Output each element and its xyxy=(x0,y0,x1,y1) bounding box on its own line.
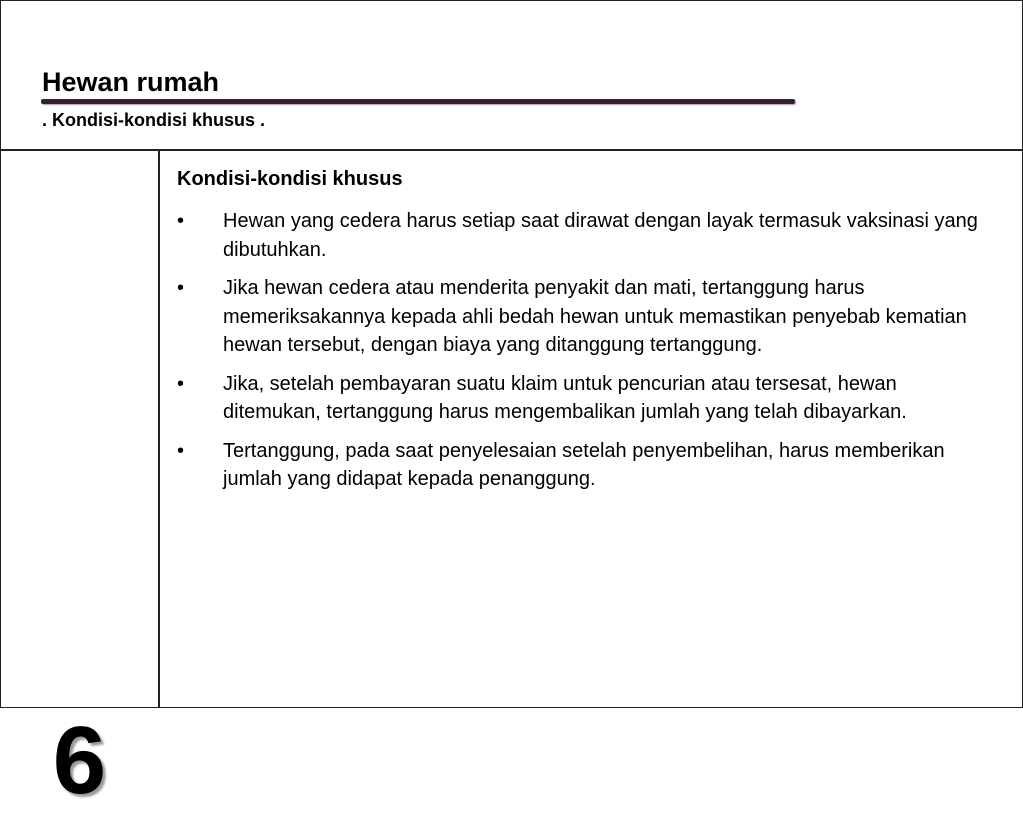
page-number: 6 xyxy=(52,707,107,814)
bullet-text: Hewan yang cedera harus setiap saat dirawat dengan layak termasuk vaksinasi yang dibutuhkan. xyxy=(223,210,978,261)
title-underline xyxy=(41,99,795,104)
slide-sidebar xyxy=(1,151,160,814)
section-heading: Kondisi-kondisi khusus xyxy=(177,168,403,190)
bullet-text: Tertanggung, pada saat penyelesaian setelah penyembelihan, harus memberikan jumlah yang didapat kepada penanggung. xyxy=(223,439,945,490)
bullet-text: Jika, setelah pembayaran suatu klaim untuk pencurian atau tersesat, hewan ditemukan, tertanggung harus mengembalikan jumlah yang telah dibayarkan. xyxy=(223,372,907,423)
slide-header xyxy=(1,1,1022,151)
bullet-item xyxy=(177,207,987,264)
bullet-icon: • xyxy=(177,210,185,232)
bullet-item xyxy=(177,370,987,427)
bullet-text: Jika hewan cedera atau menderita penyakit dan mati, tertanggung harus memeriksakannya kepada ahli bedah hewan untuk memastikan penyebab kematian hewan tersebut, dengan biaya yang ditanggung tertanggung. xyxy=(223,277,967,356)
bullet-icon: • xyxy=(177,439,185,462)
bullet-icon: • xyxy=(177,372,185,395)
slide-content xyxy=(177,165,987,504)
bullet-icon: • xyxy=(177,277,185,299)
slide-subtitle: . Kondisi-kondisi khusus . xyxy=(42,110,266,130)
bullet-list xyxy=(177,207,987,494)
slide-title: Hewan rumah xyxy=(42,67,220,97)
bullet-item xyxy=(177,437,987,494)
bullet-item xyxy=(177,274,987,360)
